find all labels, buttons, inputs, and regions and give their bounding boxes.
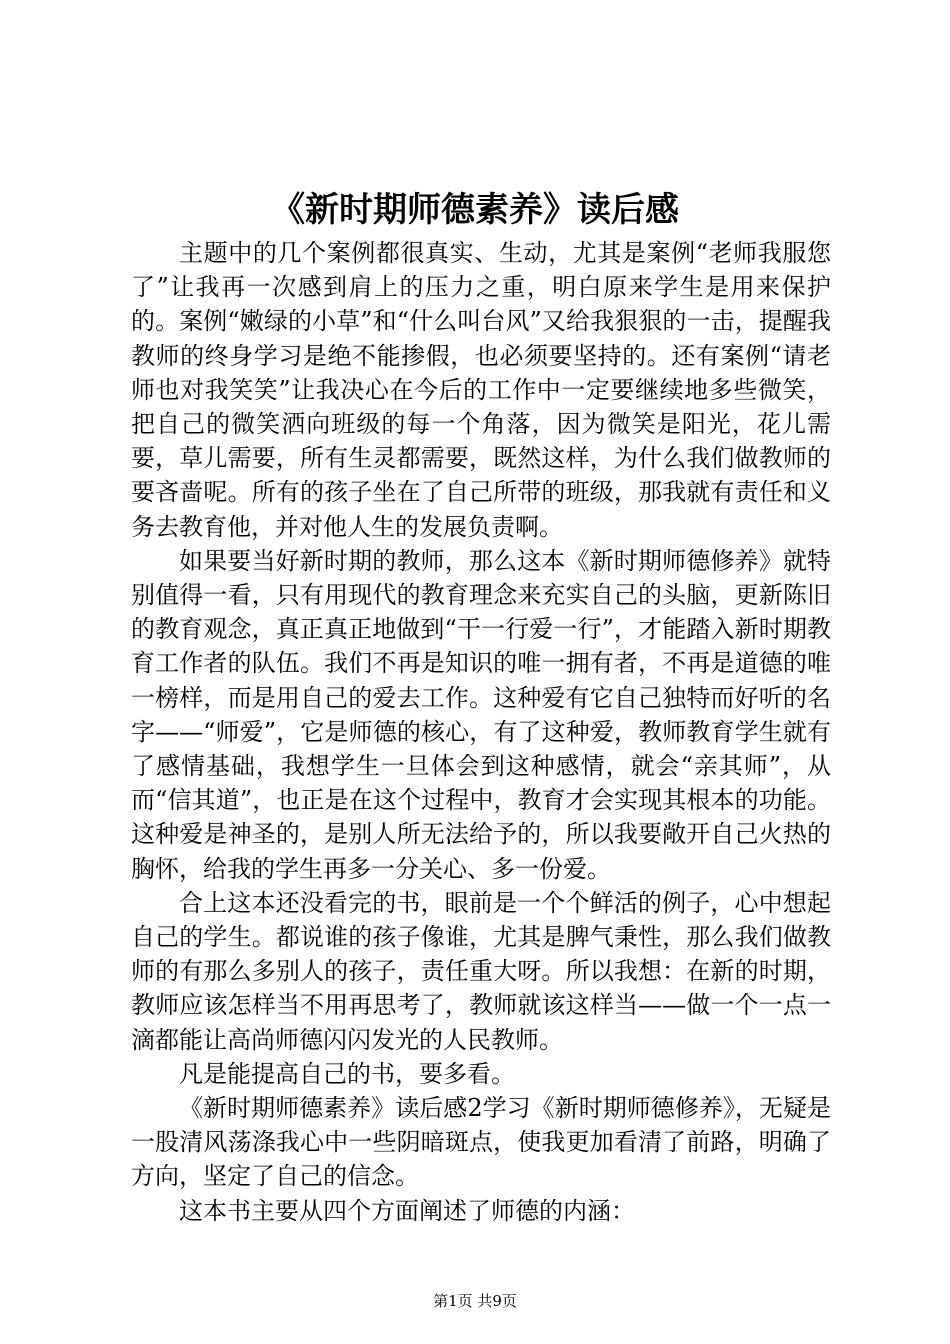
paragraph-5: 《新时期师德素养》读后感2学习《新时期师德修养》，无疑是一股清风荡涤我心中一些阴暗斑点，使我更加看清了前路，明确了方向，坚定了自己的信念。 [131, 1094, 831, 1191]
document-title: 《新时期师德素养》读后感 [271, 190, 679, 230]
paragraph-4: 凡是能提高自己的书，要多看。 [179, 1059, 515, 1088]
paragraph-6: 这本书主要从四个方面阐述了师德的内涵： [179, 1196, 635, 1225]
document-body [131, 236, 831, 1228]
paragraph-2: 如果要当好新时期的教师，那么这本《新时期师德修养》就特别值得一看，只有用现代的教育理念来充实自己的头脑，更新陈旧的教育观念，真正真正地做到“干一行爱一行”，才能踏入新时期教育工作者的队伍。我们不再是知识的唯一拥有者，不再是道德的唯一榜样，而是用自己的爱去工作。这种爱有它自己独特而好听的名字——“师爱”，它是师德的核心，有了这种爱，教师教育学生就有了感情基础，我想学生一旦体会到这种感情，就会“亲其师”，从而“信其道”，也正是在这个过程中，教育才会实现其根本的功能。这种爱是神圣的，是别人所无法给予的，所以我要敞开自己火热的胸怀，给我的学生再多一分关心、多一份爱。 [131, 546, 831, 883]
paragraph-1: 主题中的几个案例都很真实、生动，尤其是案例“老师我服您了”让我再一次感到肩上的压力之重，明白原来学生是用来保护的。案例“嫩绿的小草”和“什么叫台风”又给我狠狠的一击，提醒我教师的终身学习是绝不能掺假，也必须要坚持的。还有案例“请老师也对我笑笑”让我决心在今后的工作中一定要继续地多些微笑，把自己的微笑洒向班级的每一个角落，因为微笑是阳光，花儿需要，草儿需要，所有生灵都需要，既然这样，为什么我们做教师的要吝啬呢。所有的孩子坐在了自己所带的班级，那我就有责任和义务去教育他，并对他人生的发展负责啊。 [131, 239, 831, 541]
page-footer: 第1页 共9页 [433, 1292, 517, 1310]
paragraph-3: 合上这本还没看完的书，眼前是一个个鲜活的例子，心中想起自己的学生。都说谁的孩子像谁，尤其是脾气秉性，那么我们做教师的有那么多别人的孩子，责任重大呀。所以我想：在新的时期，教师应该怎样当不用再思考了，教师就该这样当——做一个一点一滴都能让高尚师德闪闪发光的人民教师。 [131, 888, 831, 1054]
